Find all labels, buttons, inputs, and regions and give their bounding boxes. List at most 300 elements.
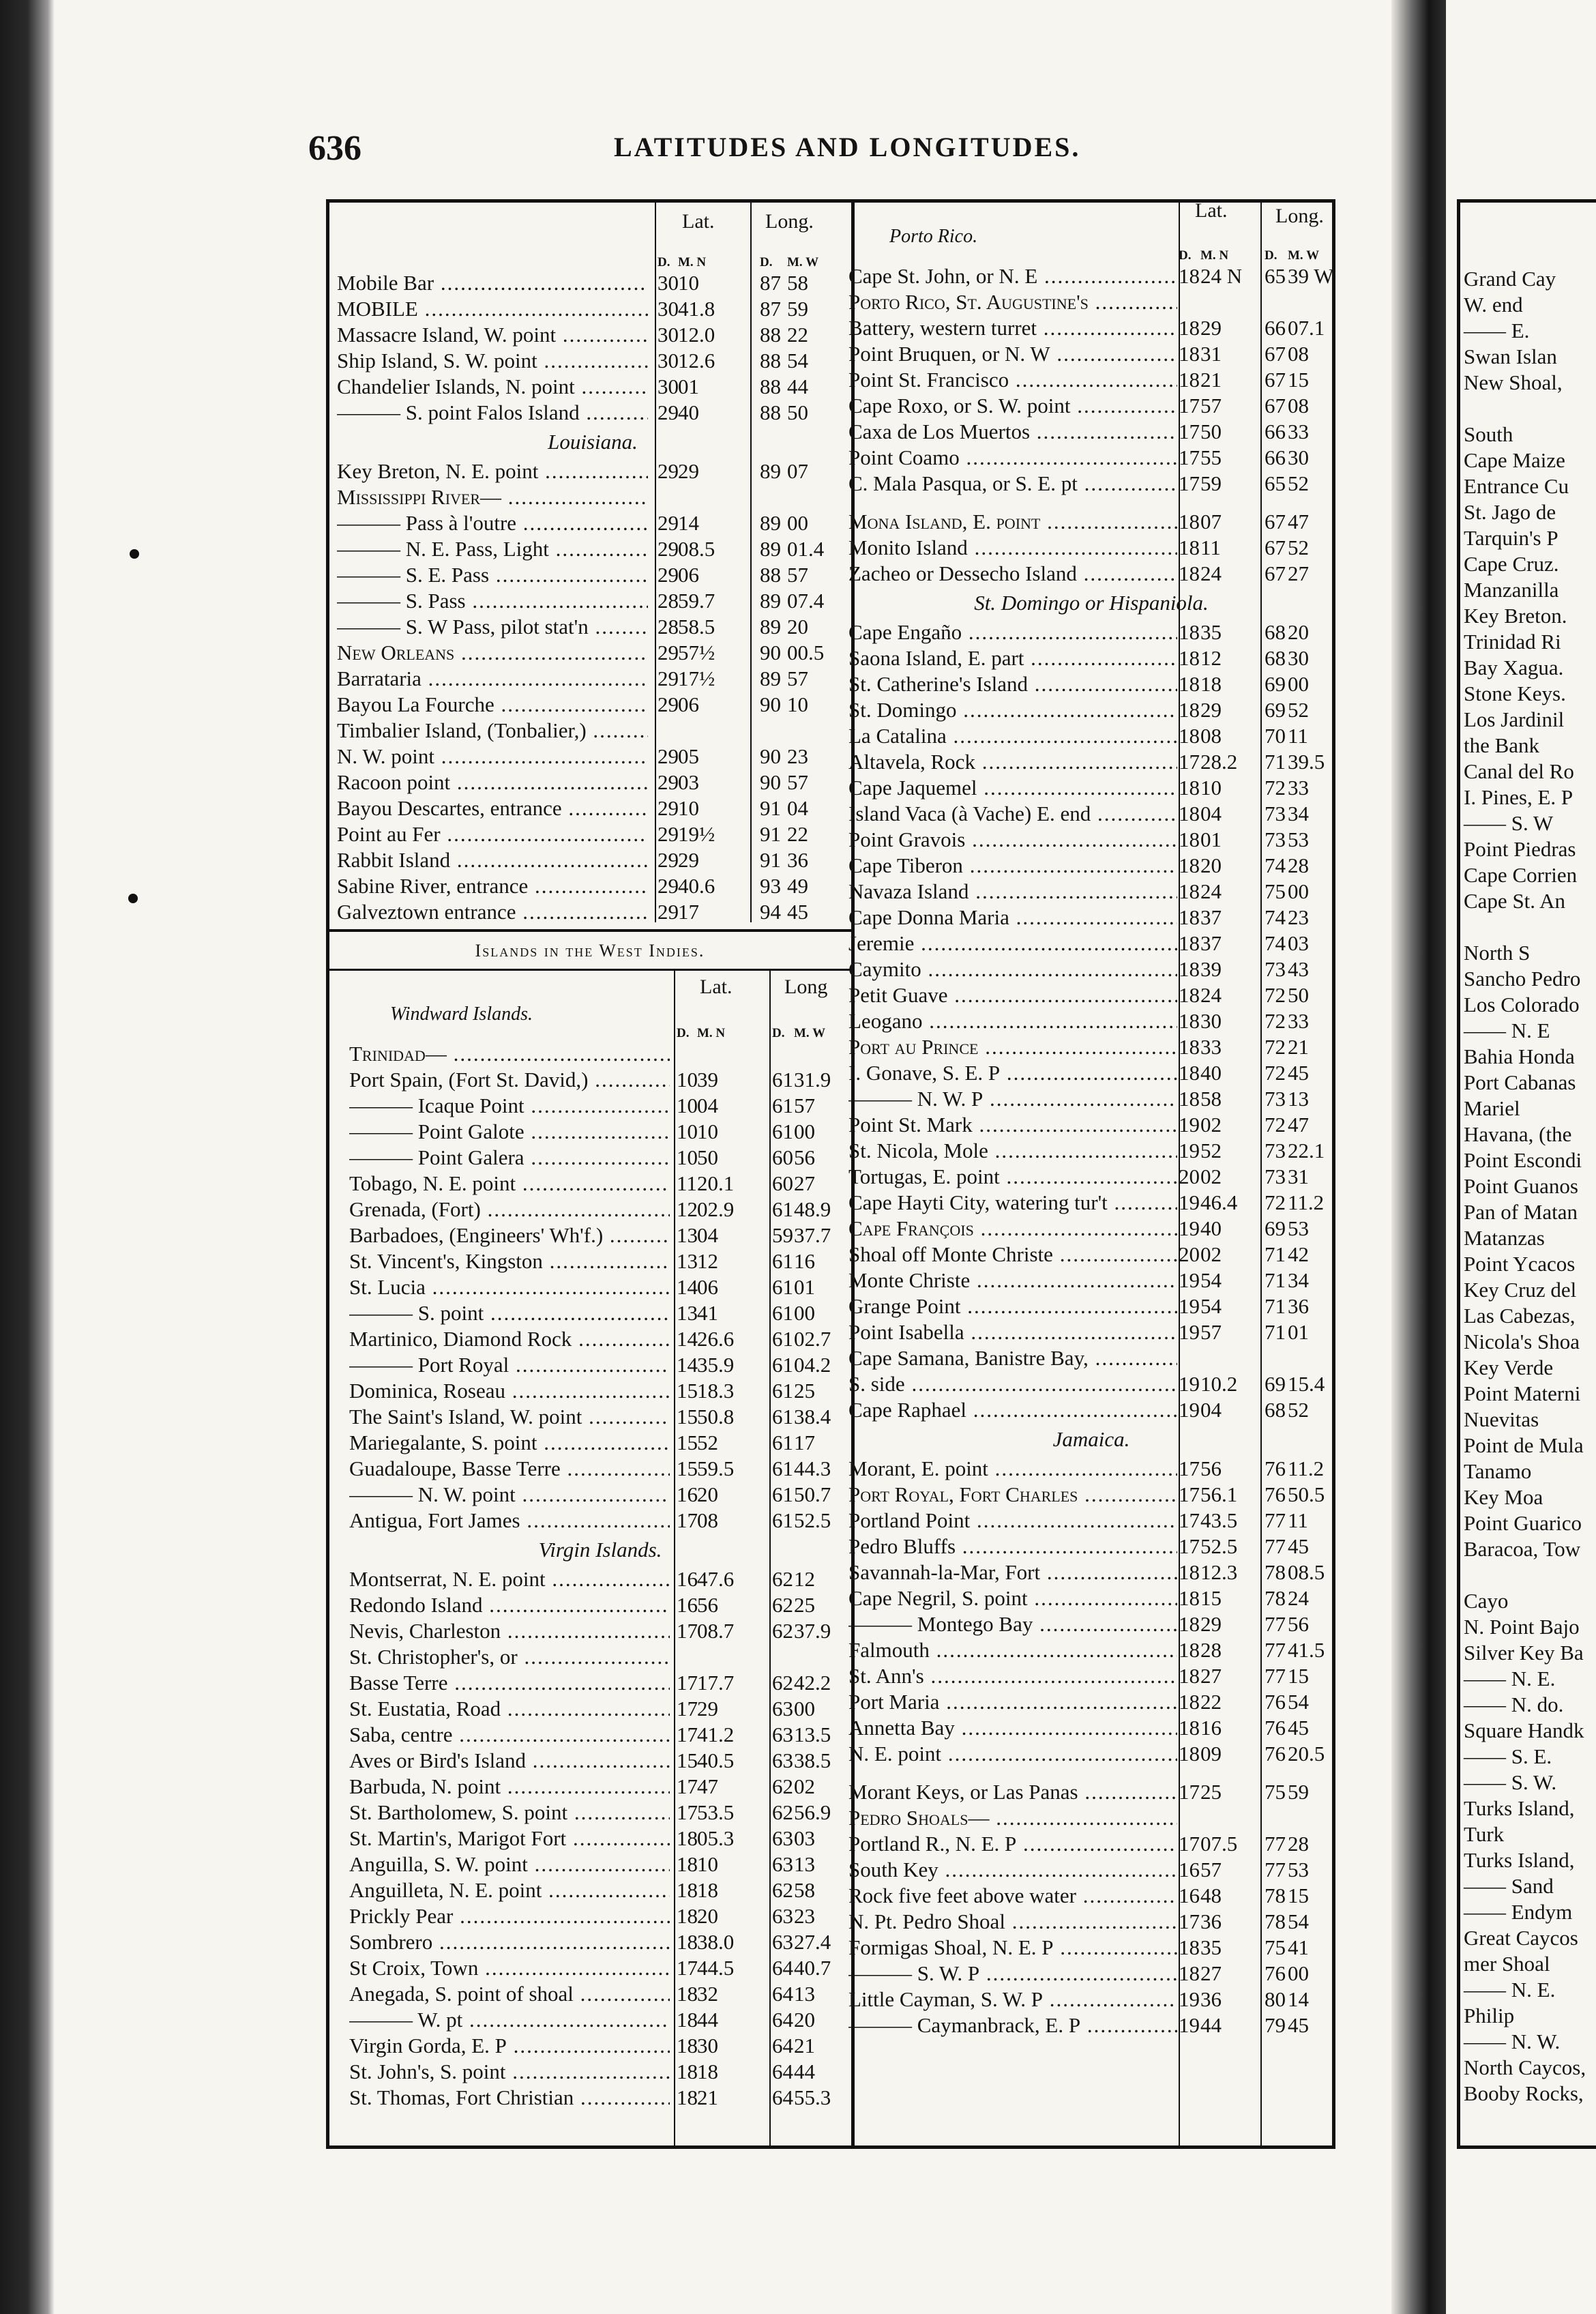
long-minutes: 45 [787,900,808,924]
long-minutes: 23 [787,744,808,768]
long-degrees: 91 [760,848,781,872]
place-name: Anguilla, S. W. point ..... [349,1851,670,1877]
place-name: Petit Guave ..... [848,982,1177,1008]
long-minutes: 00 [1288,672,1309,696]
table-row [349,1774,851,1800]
ink-speck [130,549,139,559]
long-degrees: 63 [772,1748,793,1772]
long-minutes: 27 [794,1171,815,1195]
long-header: Long. [1275,205,1324,227]
place-name: Ship Island, S. W. point ..... [337,348,648,374]
long-degrees: 63 [772,1826,793,1850]
place-name: Cape Donna Maria ..... [848,905,1177,931]
long-minutes: 41 [1288,1935,1309,1959]
lat-minutes: 02.9 [697,1197,735,1221]
long-minutes: 58 [794,1878,815,1902]
long-minutes: 15 [1288,1664,1309,1688]
place-name: Cape St. John, or N. E ..... [848,263,1177,289]
long-minutes: 11.2 [1288,1190,1325,1214]
islands-banner: Islands in the West Indies. [475,941,705,961]
lat-minutes: 29 [1200,1612,1222,1636]
lat-minutes: 30 [697,2034,718,2057]
lat-degrees: 18 [677,1982,698,2006]
long-minutes: 08.5 [1288,1560,1325,1584]
table-row [349,1748,851,1774]
table-row [848,1805,1334,1831]
table-row [349,1851,851,1877]
facing-page-row: Tarquin's P [1464,526,1558,550]
facing-page-row: Nuevitas [1464,1407,1539,1431]
lat-degrees: 30 [657,349,679,372]
lat-minutes: 16 [1200,1716,1222,1740]
table-row [349,1955,851,1981]
lat-degrees: 19 [1179,2013,1200,2037]
lat-minutes: 04 [1200,1398,1222,1422]
long-degrees: 89 [760,615,781,639]
long-minutes: 22 [787,822,808,846]
lat-degrees: 30 [657,323,679,347]
lat-degrees: 17 [1179,1508,1200,1532]
place-name: N. W. point ..... [337,744,648,770]
place-name: ——— S. point ..... [349,1300,670,1326]
lat-minutes: 54 [1200,1268,1222,1292]
facing-page-row: Point Escondi [1464,1148,1582,1172]
long-minutes: 36 [787,848,808,872]
lat-degrees: 18 [677,2008,698,2032]
place-name: Sabine River, entrance ..... [337,873,648,899]
table-row [337,400,848,426]
lat-minutes: 57 [1200,394,1222,418]
table-row [848,1293,1334,1319]
book-spine-shadow [0,0,55,2314]
long-minutes: 55.3 [794,2085,831,2109]
lat-minutes: 02 [1200,1165,1222,1188]
long-minutes: 23 [794,1904,815,1928]
facing-page-row: Cape Corrien [1464,863,1578,887]
lat-degrees: 18 [1179,983,1200,1007]
lat-minutes: 29 [678,848,699,872]
facing-page-row [1451,914,1586,940]
long-minutes: 53 [1288,1216,1309,1240]
facing-page-row: Key Verde [1464,1356,1554,1379]
table-row [349,2033,851,2059]
lat-minutes: 53.5 [697,1800,735,1824]
table-row [848,1345,1334,1371]
lat-degrees: 29 [657,563,679,587]
long-degrees: 76 [1265,1716,1286,1740]
lat-minutes: 39 [1200,957,1222,981]
long-degrees: 75 [1265,1935,1286,1959]
place-name: Grange Point ..... [848,1293,1177,1319]
place-name: Island Vaca (à Vache) E. end ..... [848,801,1177,827]
lat-degrees: 15 [677,1379,698,1403]
lat-minutes: 43.5 [1200,1508,1238,1532]
lat-degrees: 18 [1179,1560,1200,1584]
long-degrees: 67 [1265,368,1286,392]
lat-degrees: 18 [1179,1716,1200,1740]
facing-page-row: Turks Island, [1464,1796,1575,1820]
table-row [848,419,1334,445]
facing-page-row: Las Cabezas, [1464,1304,1576,1328]
facing-page-row: —— N. E [1464,1019,1550,1042]
long-minutes: 53 [1288,828,1309,851]
long-degrees: 69 [1265,698,1286,722]
minute-north-label: M. N [1200,248,1229,263]
table-row [337,484,848,510]
table-row [848,956,1334,982]
spacer [848,1767,1334,1779]
lat-minutes: 15 [1200,1586,1222,1610]
place-name: ——— N. W. P ..... [848,1086,1177,1112]
lat-minutes: 24 N [1200,264,1243,288]
long-degrees: 91 [760,796,781,820]
lat-minutes: 50 [1200,420,1222,443]
long-degrees: 64 [772,2008,793,2032]
table-row [848,1961,1334,1987]
section-header [337,232,848,255]
long-degrees: 90 [760,641,781,664]
facing-page-row [1451,240,1586,266]
long-degrees: 88 [760,375,781,398]
long-degrees: 73 [1265,802,1286,825]
place-name: Barbadoes, (Engineers' Wh'f.) ..... [349,1222,670,1248]
facing-page-row: Port Cabanas [1464,1070,1576,1094]
long-minutes: 28 [1288,853,1309,877]
long-minutes: 14 [1288,1987,1309,2011]
table-row [848,1112,1334,1138]
place-name: Morant, E. point ..... [848,1456,1177,1482]
table-row [349,2085,851,2111]
place-name: Battery, western turret ..... [848,315,1177,341]
table-row [848,1741,1334,1767]
place-name: Port au Prince ..... [848,1034,1177,1060]
place-name: Tobago, N. E. point ..... [349,1171,670,1197]
lat-degrees: 18 [1179,672,1200,696]
table-row [349,1274,851,1300]
long-degrees: 62 [772,1593,793,1617]
lat-degrees: 30 [657,297,679,321]
long-minutes: 52 [1288,1398,1309,1422]
lat-degrees: 17 [677,1774,698,1798]
place-name: Point St. Francisco ..... [848,367,1177,393]
column-porto-rico-hispaniola-jamaica [848,225,1334,2038]
long-degrees: 72 [1265,1009,1286,1033]
lat-degrees: 14 [677,1275,698,1299]
column-gulf-coast [337,232,848,925]
place-name: Cape Negril, S. point ..... [848,1585,1177,1611]
place-name: Monito Island ..... [848,535,1177,561]
lat-minutes: 06 [697,1275,718,1299]
lat-degrees: 17 [1179,1534,1200,1558]
place-name: Jeremie ..... [848,931,1177,956]
facing-page-row: South [1464,422,1513,446]
long-minutes: 13 [1288,1087,1309,1111]
facing-page-row: North Caycos, [1464,2055,1586,2079]
place-name: N. E. point ..... [848,1741,1177,1767]
lat-degrees: 19 [1179,1372,1200,1396]
long-degrees: 66 [1265,420,1286,443]
facing-page-row: Cape St. An [1464,889,1565,913]
facing-page-row: Point Piedras [1464,837,1576,861]
facing-page-row: —— N. W. [1464,2030,1561,2053]
lat-degrees: 18 [677,2060,698,2083]
table-row [349,1696,851,1722]
table-row [337,899,848,925]
lat-minutes: 21 [697,2085,718,2109]
long-degrees: 59 [772,1223,793,1247]
long-degrees: 87 [760,297,781,321]
long-degrees: 74 [1265,905,1286,929]
lat-degrees: 17 [1179,420,1200,443]
lat-minutes: 48 [1200,1884,1222,1907]
long-minutes: 59 [787,297,808,321]
table-row [848,367,1334,393]
lat-degrees: 17 [677,1619,698,1643]
lat-degrees: 18 [1179,620,1200,644]
long-degrees: 88 [760,563,781,587]
lat-degrees: 18 [1179,931,1200,955]
facing-page-row: the Bank [1464,733,1540,757]
table-row [848,1086,1334,1112]
table-row [349,1404,851,1430]
long-minutes: 52 [1288,536,1309,559]
lat-degrees: 18 [1179,698,1200,722]
lat-degrees: 30 [657,375,679,398]
facing-page-row: I. Pines, E. P [1464,785,1573,809]
facing-page-row: St. Jago de [1464,500,1556,524]
facing-page-row: Cape Maize [1464,448,1565,472]
place-name: Altavela, Rock ..... [848,749,1177,775]
unit-header-row [337,255,848,270]
long-degrees: 63 [772,1723,793,1746]
facing-page-row: —— S. E. [1464,1744,1552,1768]
region-title: Louisiana. [548,430,638,454]
lat-minutes: 39 [697,1068,718,1092]
long-minutes: 02.7 [794,1327,831,1351]
place-name: Antigua, Fort James ..... [349,1508,670,1534]
lat-minutes: 41 [697,1301,718,1325]
lat-degrees: 16 [677,1593,698,1617]
table-row [337,821,848,847]
long-degrees: 90 [760,770,781,794]
long-degrees: 72 [1265,776,1286,800]
table-row [848,723,1334,749]
unit-header-row [349,1026,851,1041]
place-name: Point St. Mark ..... [848,1112,1177,1138]
lat-minutes: 20 [697,1482,718,1506]
place-name: ——— Port Royal ..... [349,1352,670,1378]
facing-page-row: Grand Cay [1464,267,1556,291]
table-row [848,393,1334,419]
facing-page-row: Silver Key Ba [1464,1641,1584,1665]
place-name: ——— Pass à l'outre ..... [337,510,648,536]
page-gutter-shadow [1391,0,1446,2314]
long-degrees: 64 [772,2085,793,2109]
lat-minutes: 40 [678,400,699,424]
table-row [349,1041,851,1067]
lat-minutes: 35 [1200,620,1222,644]
long-minutes: 52 [1288,698,1309,722]
lat-minutes: 08 [697,1508,718,1532]
long-degrees: 89 [760,459,781,483]
place-name: Timbalier Island, (Tonbalier,) ..... [337,718,648,744]
place-name: St. John's, S. point ..... [349,2059,670,2085]
lat-degrees: 18 [1179,1690,1200,1714]
place-name: South Key ..... [848,1857,1177,1883]
lat-minutes: 17½ [678,667,715,690]
long-degrees: 61 [772,1301,793,1325]
long-minutes: 53 [1288,1858,1309,1881]
lat-degrees: 18 [1179,646,1200,670]
place-name: Point Isabella ..... [848,1319,1177,1345]
place-name: Grenada, (Fort) ..... [349,1197,670,1222]
long-degrees: 61 [772,1508,793,1532]
region-title: Virgin Islands. [538,1538,662,1562]
facing-page-row: Los Colorado [1464,993,1580,1016]
lat-degrees: 19 [1179,1398,1200,1422]
place-name: Martinico, Diamond Rock ..... [349,1326,670,1352]
facing-page-row: Havana, (the [1464,1122,1572,1146]
table-row [848,879,1334,905]
banner-rule [327,929,853,932]
facing-page-row: Sancho Pedro [1464,967,1581,991]
lat-minutes: 03 [678,770,699,794]
long-degrees: 70 [1265,724,1286,748]
place-name: Portland Point ..... [848,1508,1177,1534]
lat-degrees: 19 [1179,1139,1200,1162]
degree-label: D. [760,255,773,269]
lat-minutes: 21 [1200,368,1222,392]
lat-degrees: 29 [657,400,679,424]
place-name: Guadaloupe, Basse Terre ..... [349,1456,670,1482]
lat-degrees: 18 [1179,1742,1200,1766]
lat-minutes: 12 [697,1249,718,1273]
lat-degrees: 19 [1179,1190,1200,1214]
table-row [349,2059,851,2085]
long-degrees: 61 [772,1353,793,1377]
lat-degrees: 18 [1179,905,1200,929]
lat-degrees: 29 [657,641,679,664]
table-row [848,1883,1334,1909]
table-row [349,1566,851,1592]
long-degrees: 62 [772,1878,793,1902]
lat-degrees: 16 [677,1482,698,1506]
lat-degrees: 18 [677,1826,698,1850]
lat-minutes: 41.2 [697,1723,735,1746]
facing-page-row: —— Sand [1464,1874,1554,1898]
lat-minutes: 59 [1200,471,1222,495]
table-row [349,1482,851,1508]
lat-degrees: 15 [677,1748,698,1772]
table-row [349,1618,851,1644]
lat-degrees: 19 [1179,1113,1200,1137]
long-degrees: 72 [1265,983,1286,1007]
table-row [337,718,848,744]
table-row [349,1929,851,1955]
lat-degrees: 14 [677,1327,698,1351]
long-degrees: 61 [772,1456,793,1480]
long-minutes: 45 [1288,2013,1309,2037]
minute-west-label: M. W [1288,248,1320,263]
long-minutes: 45 [1288,1534,1309,1558]
facing-page-row: Point Ycacos [1464,1252,1576,1276]
table-row [349,1877,851,1903]
place-name: Point Gravois ..... [848,827,1177,853]
facing-page-row: Manzanilla [1464,578,1559,602]
table-row [848,827,1334,853]
place-name: St. Lucia ..... [349,1274,670,1300]
place-name: ——— Icaque Point ..... [349,1093,670,1119]
table-row [848,509,1334,535]
lat-degrees: 15 [677,1431,698,1454]
long-degrees: 72 [1265,1035,1286,1059]
lat-degrees: 18 [1179,776,1200,800]
long-minutes: 33 [1288,420,1309,443]
long-minutes: 34 [1288,1268,1309,1292]
lat-minutes: 12.0 [678,323,715,347]
facing-page-row: North S [1464,941,1531,965]
lat-minutes: 37 [1200,905,1222,929]
place-name: Prickly Pear ..... [349,1903,670,1929]
table-row [848,619,1334,645]
facing-page-row: Nicola's Shoa [1464,1330,1580,1353]
table-row [337,614,848,640]
long-minutes: 13 [794,1982,815,2006]
lat-minutes: 57 [1200,1858,1222,1881]
region-title: Jamaica. [1052,1427,1130,1451]
long-degrees: 73 [1265,828,1286,851]
table-row [337,770,848,795]
table-row [848,1456,1334,1482]
long-degrees: 68 [1265,1398,1286,1422]
table-row [848,1585,1334,1611]
place-name: Mississippi River— ..... [337,484,648,510]
table-row [848,697,1334,723]
table-row [848,1831,1334,1857]
page-title: LATITUDES AND LONGITUDES. [614,132,1081,162]
region-title: Porto Rico. [889,226,978,247]
long-degrees: 74 [1265,853,1286,877]
long-minutes: 15.4 [1288,1372,1325,1396]
long-minutes: 44 [794,2060,815,2083]
degree-label: D. [657,255,670,269]
lat-degrees: 17 [1179,445,1200,469]
place-name: Cape Engaño ..... [848,619,1177,645]
long-minutes: 01.4 [787,537,825,561]
lat-minutes: 54 [1200,1294,1222,1318]
facing-page-row: Key Cruz del [1464,1278,1577,1302]
long-degrees: 75 [1265,1780,1286,1804]
long-minutes: 52.5 [794,1508,831,1532]
place-name: Key Breton, N. E. point ..... [337,458,648,484]
place-name: Chandelier Islands, N. point ..... [337,374,648,400]
place-name: Navaza Island ..... [848,879,1177,905]
lat-minutes: 30 [1200,1009,1222,1033]
facing-page-row [1451,1562,1586,1588]
place-name: Trinidad— ..... [349,1041,670,1067]
long-minutes: 45 [1288,1061,1309,1085]
table-row [337,873,848,899]
lat-degrees: 29 [657,744,679,768]
table-row [337,562,848,588]
long-minutes: 30 [1288,646,1309,670]
long-minutes: 00 [1288,879,1309,903]
lat-degrees: 17 [677,1697,698,1720]
lat-degrees: 18 [1179,536,1200,559]
degree-label: D. [772,1026,785,1040]
long-minutes: 22 [787,323,808,347]
place-name: Anguilleta, N. E. point ..... [349,1877,670,1903]
